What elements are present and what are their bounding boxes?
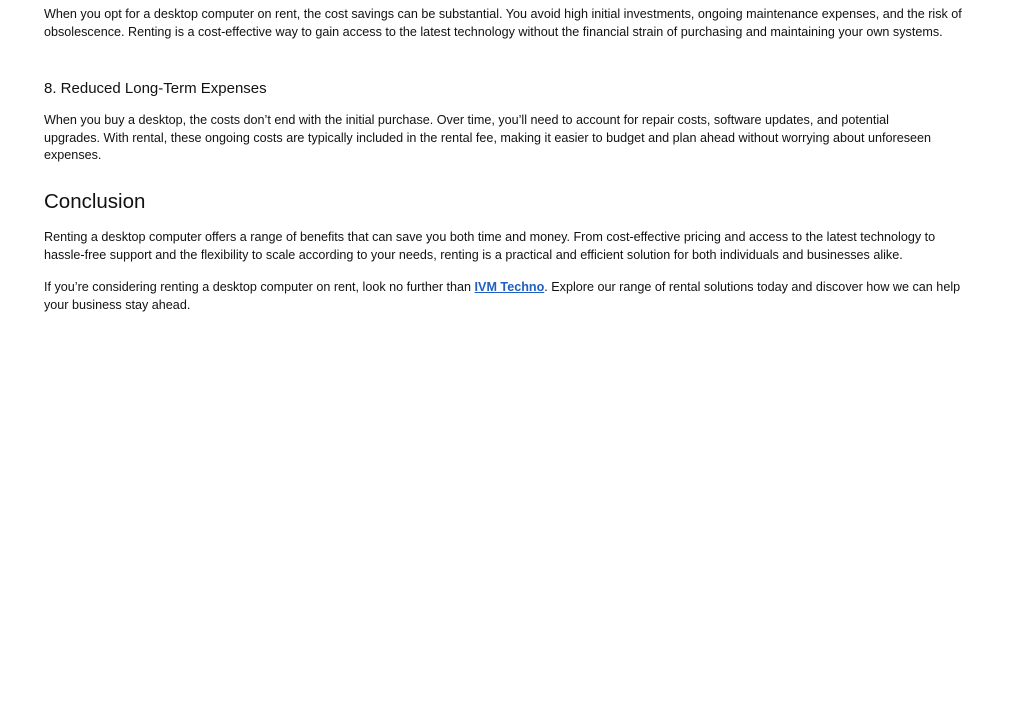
conclusion-heading: Conclusion: [44, 190, 146, 213]
cta-text-before: If you’re considering renting a desktop computer on rent, look no further than: [44, 280, 475, 294]
cta-text-after: . Explore our range of rental solutions today and discover how we can help your business stay ahead.: [44, 280, 961, 312]
intro-paragraph: When you opt for a desktop computer on rent, the cost savings can be substantial. You avoid high initial investments, ongoing maintenance expenses, and the risk of obsolescence. Renting is a cost-effective way to gain access to the latest technology without the financial strain of purchasing and maintaining your own systems.: [44, 7, 962, 39]
cta-paragraph: [44, 279, 969, 314]
conclusion-paragraph: Renting a desktop computer offers a range of benefits that can save you both time and money. From cost-effective pricing and access to the latest technology to hassle-free support and the flexibility to scale according to your needs, renting is a practical and efficient solution for both individuals and businesses alike.: [44, 230, 936, 262]
expenses-paragraph: When you buy a desktop, the costs don’t end with the initial purchase. Over time, you’ll need to account for repair costs, software updates, and potential upgrades. With rental, these ongoing costs are typically included in the rental fee, making it easier to budget and plan ahead without worrying about unforeseen expenses.: [44, 113, 932, 163]
section-heading-reduced-expenses: 8. Reduced Long-Term Expenses: [44, 80, 267, 97]
ivm-techno-link[interactable]: IVM Techno: [474, 280, 545, 294]
